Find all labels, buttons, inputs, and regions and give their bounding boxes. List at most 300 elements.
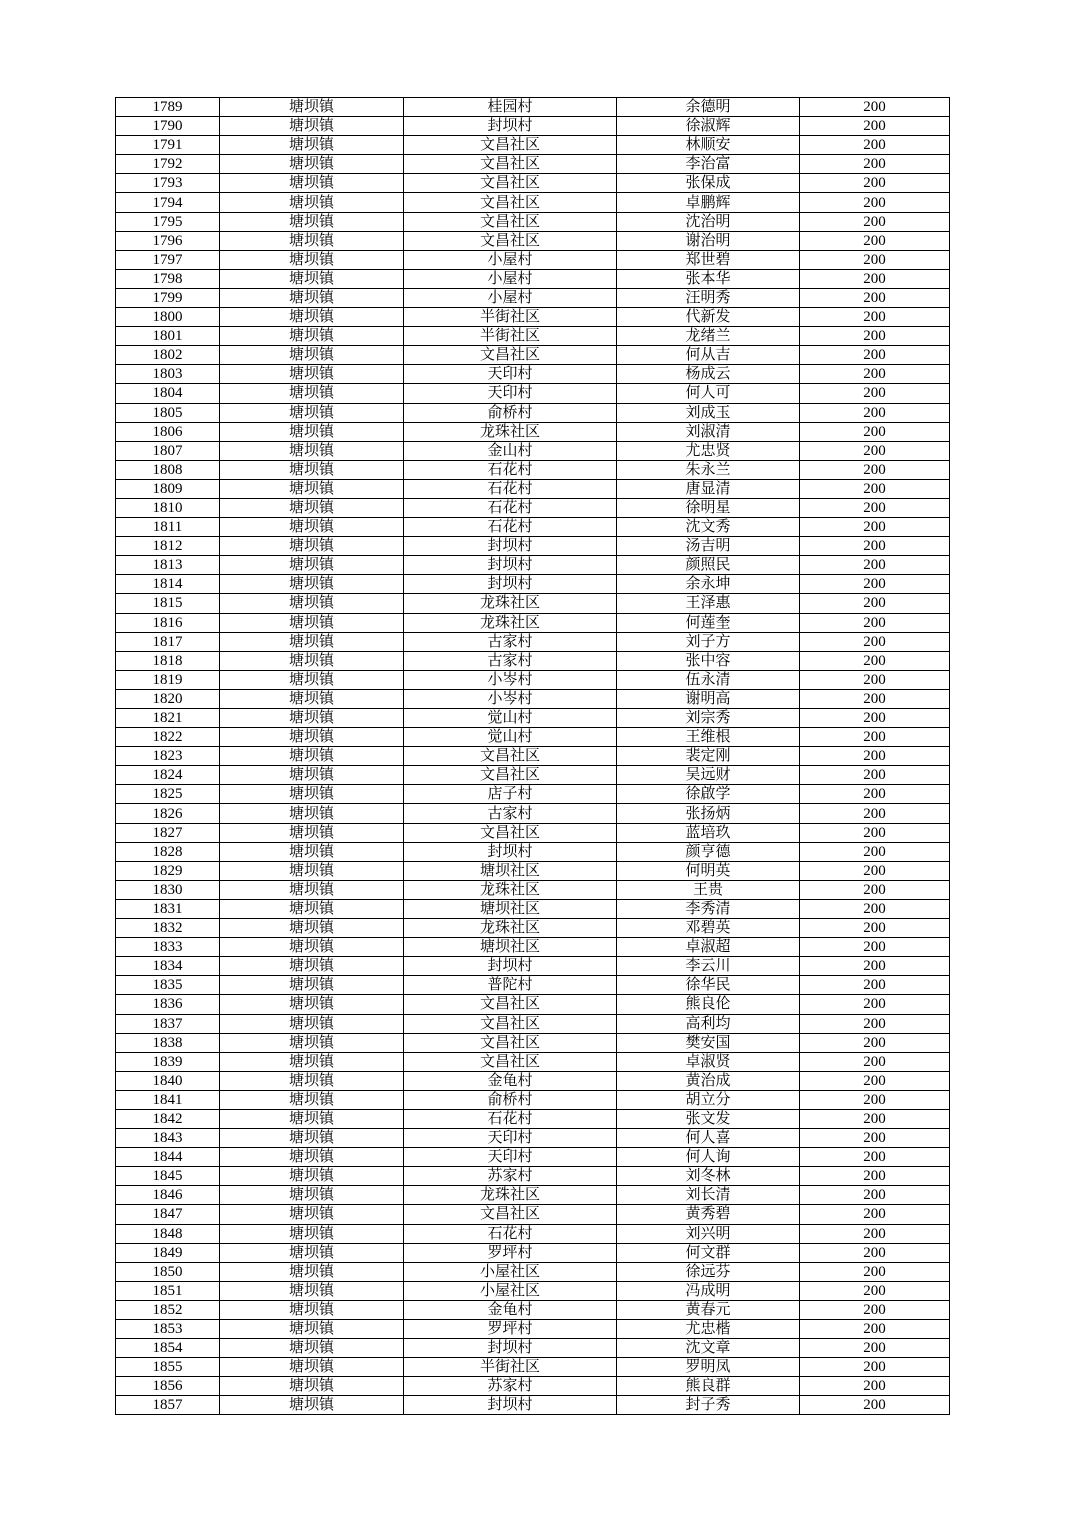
table-row xyxy=(116,1109,950,1128)
table-row xyxy=(116,747,950,766)
amount-cell: 200 xyxy=(800,1090,950,1109)
name-cell: 尤忠贤 xyxy=(617,441,800,460)
row-number-cell: 1855 xyxy=(116,1358,220,1377)
village-cell: 封坝村 xyxy=(404,1339,617,1358)
town-cell: 塘坝镇 xyxy=(220,460,404,479)
table-row xyxy=(116,269,950,288)
village-cell: 小岑村 xyxy=(404,670,617,689)
name-cell: 谢治明 xyxy=(617,231,800,250)
village-cell: 半街社区 xyxy=(404,327,617,346)
amount-cell: 200 xyxy=(800,899,950,918)
village-cell: 文昌社区 xyxy=(404,136,617,155)
name-cell: 胡立分 xyxy=(617,1090,800,1109)
village-cell: 石花村 xyxy=(404,1109,617,1128)
town-cell: 塘坝镇 xyxy=(220,785,404,804)
row-number-cell: 1816 xyxy=(116,613,220,632)
amount-cell: 200 xyxy=(800,1396,950,1415)
row-number-cell: 1793 xyxy=(116,174,220,193)
table-row xyxy=(116,709,950,728)
name-cell: 卓淑超 xyxy=(617,938,800,957)
village-cell: 苏家村 xyxy=(404,1167,617,1186)
town-cell: 塘坝镇 xyxy=(220,1186,404,1205)
amount-cell: 200 xyxy=(800,1148,950,1167)
row-number-cell: 1789 xyxy=(116,98,220,117)
village-cell: 金龟村 xyxy=(404,1071,617,1090)
row-number-cell: 1839 xyxy=(116,1052,220,1071)
table-row xyxy=(116,155,950,174)
village-cell: 文昌社区 xyxy=(404,174,617,193)
name-cell: 张文发 xyxy=(617,1109,800,1128)
town-cell: 塘坝镇 xyxy=(220,518,404,537)
table-row xyxy=(116,479,950,498)
village-cell: 金龟村 xyxy=(404,1300,617,1319)
amount-cell: 200 xyxy=(800,995,950,1014)
table-row xyxy=(116,1167,950,1186)
amount-cell: 200 xyxy=(800,1033,950,1052)
row-number-cell: 1806 xyxy=(116,422,220,441)
row-number-cell: 1841 xyxy=(116,1090,220,1109)
village-cell: 半街社区 xyxy=(404,308,617,327)
name-cell: 刘冬林 xyxy=(617,1167,800,1186)
name-cell: 罗明凤 xyxy=(617,1358,800,1377)
table-row xyxy=(116,365,950,384)
name-cell: 樊安国 xyxy=(617,1033,800,1052)
table-row xyxy=(116,1320,950,1339)
amount-cell: 200 xyxy=(800,957,950,976)
table-row xyxy=(116,174,950,193)
name-cell: 吴远财 xyxy=(617,766,800,785)
town-cell: 塘坝镇 xyxy=(220,728,404,747)
row-number-cell: 1817 xyxy=(116,632,220,651)
town-cell: 塘坝镇 xyxy=(220,1281,404,1300)
village-cell: 古家村 xyxy=(404,804,617,823)
row-number-cell: 1805 xyxy=(116,403,220,422)
amount-cell: 200 xyxy=(800,632,950,651)
amount-cell: 200 xyxy=(800,193,950,212)
amount-cell: 200 xyxy=(800,976,950,995)
table-row xyxy=(116,460,950,479)
table-row xyxy=(116,518,950,537)
amount-cell: 200 xyxy=(800,689,950,708)
village-cell: 普陀村 xyxy=(404,976,617,995)
town-cell: 塘坝镇 xyxy=(220,308,404,327)
table-row xyxy=(116,308,950,327)
row-number-cell: 1820 xyxy=(116,689,220,708)
town-cell: 塘坝镇 xyxy=(220,1109,404,1128)
name-cell: 何文群 xyxy=(617,1243,800,1262)
town-cell: 塘坝镇 xyxy=(220,1205,404,1224)
amount-cell: 200 xyxy=(800,518,950,537)
town-cell: 塘坝镇 xyxy=(220,403,404,422)
village-cell: 小屋社区 xyxy=(404,1281,617,1300)
village-cell: 塘坝社区 xyxy=(404,899,617,918)
name-cell: 刘淑清 xyxy=(617,422,800,441)
row-number-cell: 1818 xyxy=(116,651,220,670)
name-cell: 刘成玉 xyxy=(617,403,800,422)
name-cell: 刘长清 xyxy=(617,1186,800,1205)
village-cell: 石花村 xyxy=(404,498,617,517)
table-row xyxy=(116,613,950,632)
row-number-cell: 1807 xyxy=(116,441,220,460)
amount-cell: 200 xyxy=(800,823,950,842)
village-cell: 半街社区 xyxy=(404,1358,617,1377)
table-row xyxy=(116,136,950,155)
amount-cell: 200 xyxy=(800,709,950,728)
name-cell: 林顺安 xyxy=(617,136,800,155)
village-cell: 龙珠社区 xyxy=(404,919,617,938)
row-number-cell: 1800 xyxy=(116,308,220,327)
amount-cell: 200 xyxy=(800,1071,950,1090)
town-cell: 塘坝镇 xyxy=(220,709,404,728)
row-number-cell: 1810 xyxy=(116,498,220,517)
row-number-cell: 1838 xyxy=(116,1033,220,1052)
row-number-cell: 1791 xyxy=(116,136,220,155)
town-cell: 塘坝镇 xyxy=(220,327,404,346)
village-cell: 封坝村 xyxy=(404,575,617,594)
town-cell: 塘坝镇 xyxy=(220,995,404,1014)
amount-cell: 200 xyxy=(800,365,950,384)
amount-cell: 200 xyxy=(800,269,950,288)
village-cell: 小屋村 xyxy=(404,288,617,307)
row-number-cell: 1794 xyxy=(116,193,220,212)
row-number-cell: 1836 xyxy=(116,995,220,1014)
name-cell: 何人可 xyxy=(617,384,800,403)
village-cell: 觉山村 xyxy=(404,728,617,747)
village-cell: 封坝村 xyxy=(404,957,617,976)
town-cell: 塘坝镇 xyxy=(220,479,404,498)
amount-cell: 200 xyxy=(800,766,950,785)
village-cell: 古家村 xyxy=(404,632,617,651)
name-cell: 沈治明 xyxy=(617,212,800,231)
name-cell: 徐淑辉 xyxy=(617,117,800,136)
name-cell: 黄春元 xyxy=(617,1300,800,1319)
town-cell: 塘坝镇 xyxy=(220,1148,404,1167)
name-cell: 蓝培玖 xyxy=(617,823,800,842)
row-number-cell: 1821 xyxy=(116,709,220,728)
town-cell: 塘坝镇 xyxy=(220,269,404,288)
table-row xyxy=(116,575,950,594)
village-cell: 文昌社区 xyxy=(404,823,617,842)
name-cell: 刘子方 xyxy=(617,632,800,651)
table-row xyxy=(116,117,950,136)
amount-cell: 200 xyxy=(800,651,950,670)
table-row xyxy=(116,537,950,556)
name-cell: 李秀清 xyxy=(617,899,800,918)
village-cell: 石花村 xyxy=(404,1224,617,1243)
amount-cell: 200 xyxy=(800,842,950,861)
town-cell: 塘坝镇 xyxy=(220,747,404,766)
town-cell: 塘坝镇 xyxy=(220,651,404,670)
town-cell: 塘坝镇 xyxy=(220,556,404,575)
row-number-cell: 1853 xyxy=(116,1320,220,1339)
amount-cell: 200 xyxy=(800,212,950,231)
town-cell: 塘坝镇 xyxy=(220,689,404,708)
amount-cell: 200 xyxy=(800,728,950,747)
village-cell: 俞桥村 xyxy=(404,1090,617,1109)
row-number-cell: 1827 xyxy=(116,823,220,842)
town-cell: 塘坝镇 xyxy=(220,174,404,193)
table-row xyxy=(116,632,950,651)
table-row xyxy=(116,651,950,670)
town-cell: 塘坝镇 xyxy=(220,117,404,136)
table-row xyxy=(116,1090,950,1109)
amount-cell: 200 xyxy=(800,594,950,613)
town-cell: 塘坝镇 xyxy=(220,1320,404,1339)
name-cell: 张保成 xyxy=(617,174,800,193)
table-row xyxy=(116,766,950,785)
amount-cell: 200 xyxy=(800,117,950,136)
village-cell: 文昌社区 xyxy=(404,1052,617,1071)
row-number-cell: 1803 xyxy=(116,365,220,384)
table-row xyxy=(116,957,950,976)
village-cell: 龙珠社区 xyxy=(404,613,617,632)
table-row xyxy=(116,1300,950,1319)
table-row xyxy=(116,1358,950,1377)
name-cell: 唐显清 xyxy=(617,479,800,498)
table-row xyxy=(116,689,950,708)
row-number-cell: 1811 xyxy=(116,518,220,537)
row-number-cell: 1813 xyxy=(116,556,220,575)
table-row xyxy=(116,1281,950,1300)
name-cell: 颜照民 xyxy=(617,556,800,575)
village-cell: 文昌社区 xyxy=(404,1033,617,1052)
village-cell: 觉山村 xyxy=(404,709,617,728)
table-row xyxy=(116,346,950,365)
name-cell: 余德明 xyxy=(617,98,800,117)
table-row xyxy=(116,1243,950,1262)
village-cell: 文昌社区 xyxy=(404,155,617,174)
name-cell: 刘宗秀 xyxy=(617,709,800,728)
town-cell: 塘坝镇 xyxy=(220,899,404,918)
town-cell: 塘坝镇 xyxy=(220,212,404,231)
town-cell: 塘坝镇 xyxy=(220,365,404,384)
row-number-cell: 1851 xyxy=(116,1281,220,1300)
village-cell: 小屋村 xyxy=(404,250,617,269)
village-cell: 龙珠社区 xyxy=(404,1186,617,1205)
table-row xyxy=(116,1186,950,1205)
village-cell: 店子村 xyxy=(404,785,617,804)
name-cell: 代新发 xyxy=(617,308,800,327)
amount-cell: 200 xyxy=(800,155,950,174)
name-cell: 何从吉 xyxy=(617,346,800,365)
table-row xyxy=(116,938,950,957)
town-cell: 塘坝镇 xyxy=(220,193,404,212)
village-cell: 天印村 xyxy=(404,384,617,403)
row-number-cell: 1815 xyxy=(116,594,220,613)
table-row xyxy=(116,804,950,823)
name-cell: 刘兴明 xyxy=(617,1224,800,1243)
amount-cell: 200 xyxy=(800,441,950,460)
amount-cell: 200 xyxy=(800,1262,950,1281)
amount-cell: 200 xyxy=(800,1014,950,1033)
row-number-cell: 1857 xyxy=(116,1396,220,1415)
row-number-cell: 1828 xyxy=(116,842,220,861)
row-number-cell: 1826 xyxy=(116,804,220,823)
town-cell: 塘坝镇 xyxy=(220,594,404,613)
town-cell: 塘坝镇 xyxy=(220,1243,404,1262)
table-row xyxy=(116,403,950,422)
name-cell: 汪明秀 xyxy=(617,288,800,307)
row-number-cell: 1812 xyxy=(116,537,220,556)
town-cell: 塘坝镇 xyxy=(220,498,404,517)
name-cell: 谢明高 xyxy=(617,689,800,708)
row-number-cell: 1801 xyxy=(116,327,220,346)
table-row xyxy=(116,556,950,575)
village-cell: 塘坝社区 xyxy=(404,861,617,880)
table-row xyxy=(116,899,950,918)
row-number-cell: 1798 xyxy=(116,269,220,288)
row-number-cell: 1847 xyxy=(116,1205,220,1224)
amount-cell: 200 xyxy=(800,174,950,193)
town-cell: 塘坝镇 xyxy=(220,1052,404,1071)
name-cell: 徐华民 xyxy=(617,976,800,995)
village-cell: 古家村 xyxy=(404,651,617,670)
table-row xyxy=(116,919,950,938)
amount-cell: 200 xyxy=(800,1358,950,1377)
table-row xyxy=(116,193,950,212)
town-cell: 塘坝镇 xyxy=(220,804,404,823)
name-cell: 王泽惠 xyxy=(617,594,800,613)
name-cell: 王贵 xyxy=(617,880,800,899)
village-cell: 罗坪村 xyxy=(404,1243,617,1262)
village-cell: 俞桥村 xyxy=(404,403,617,422)
table-row xyxy=(116,861,950,880)
amount-cell: 200 xyxy=(800,422,950,441)
village-cell: 金山村 xyxy=(404,441,617,460)
town-cell: 塘坝镇 xyxy=(220,1339,404,1358)
amount-cell: 200 xyxy=(800,938,950,957)
name-cell: 高利均 xyxy=(617,1014,800,1033)
table-row xyxy=(116,1377,950,1396)
row-number-cell: 1844 xyxy=(116,1148,220,1167)
table-row xyxy=(116,880,950,899)
amount-cell: 200 xyxy=(800,384,950,403)
village-cell: 封坝村 xyxy=(404,537,617,556)
town-cell: 塘坝镇 xyxy=(220,823,404,842)
row-number-cell: 1808 xyxy=(116,460,220,479)
village-cell: 罗坪村 xyxy=(404,1320,617,1339)
name-cell: 余永坤 xyxy=(617,575,800,594)
amount-cell: 200 xyxy=(800,556,950,575)
amount-cell: 200 xyxy=(800,1281,950,1300)
name-cell: 龙绪兰 xyxy=(617,327,800,346)
town-cell: 塘坝镇 xyxy=(220,976,404,995)
table-row xyxy=(116,995,950,1014)
name-cell: 熊良群 xyxy=(617,1377,800,1396)
row-number-cell: 1802 xyxy=(116,346,220,365)
name-cell: 徐明星 xyxy=(617,498,800,517)
amount-cell: 200 xyxy=(800,308,950,327)
village-cell: 石花村 xyxy=(404,518,617,537)
table-row xyxy=(116,1339,950,1358)
name-cell: 徐啟学 xyxy=(617,785,800,804)
village-cell: 文昌社区 xyxy=(404,231,617,250)
town-cell: 塘坝镇 xyxy=(220,1396,404,1415)
table-row xyxy=(116,1205,950,1224)
town-cell: 塘坝镇 xyxy=(220,136,404,155)
town-cell: 塘坝镇 xyxy=(220,1129,404,1148)
name-cell: 颜亨德 xyxy=(617,842,800,861)
table-row xyxy=(116,785,950,804)
village-cell: 天印村 xyxy=(404,1148,617,1167)
name-cell: 尤忠楷 xyxy=(617,1320,800,1339)
name-cell: 沈文章 xyxy=(617,1339,800,1358)
row-number-cell: 1795 xyxy=(116,212,220,231)
row-number-cell: 1850 xyxy=(116,1262,220,1281)
village-cell: 文昌社区 xyxy=(404,995,617,1014)
village-cell: 龙珠社区 xyxy=(404,594,617,613)
town-cell: 塘坝镇 xyxy=(220,422,404,441)
name-cell: 张本华 xyxy=(617,269,800,288)
amount-cell: 200 xyxy=(800,1109,950,1128)
name-cell: 杨成云 xyxy=(617,365,800,384)
name-cell: 张扬炳 xyxy=(617,804,800,823)
village-cell: 文昌社区 xyxy=(404,193,617,212)
name-cell: 伍永清 xyxy=(617,670,800,689)
amount-cell: 200 xyxy=(800,804,950,823)
town-cell: 塘坝镇 xyxy=(220,957,404,976)
name-cell: 冯成明 xyxy=(617,1281,800,1300)
town-cell: 塘坝镇 xyxy=(220,1262,404,1281)
name-cell: 何人询 xyxy=(617,1148,800,1167)
amount-cell: 200 xyxy=(800,250,950,269)
table-row xyxy=(116,842,950,861)
amount-cell: 200 xyxy=(800,1377,950,1396)
table-row xyxy=(116,976,950,995)
town-cell: 塘坝镇 xyxy=(220,250,404,269)
amount-cell: 200 xyxy=(800,136,950,155)
table-row xyxy=(116,1396,950,1415)
table-row xyxy=(116,327,950,346)
village-cell: 天印村 xyxy=(404,365,617,384)
town-cell: 塘坝镇 xyxy=(220,1377,404,1396)
row-number-cell: 1843 xyxy=(116,1129,220,1148)
town-cell: 塘坝镇 xyxy=(220,537,404,556)
table-row xyxy=(116,498,950,517)
amount-cell: 200 xyxy=(800,1167,950,1186)
name-cell: 李云川 xyxy=(617,957,800,976)
name-cell: 卓鹏辉 xyxy=(617,193,800,212)
table-row xyxy=(116,441,950,460)
village-cell: 文昌社区 xyxy=(404,766,617,785)
amount-cell: 200 xyxy=(800,460,950,479)
row-number-cell: 1829 xyxy=(116,861,220,880)
amount-cell: 200 xyxy=(800,785,950,804)
village-cell: 天印村 xyxy=(404,1129,617,1148)
row-number-cell: 1825 xyxy=(116,785,220,804)
town-cell: 塘坝镇 xyxy=(220,842,404,861)
name-cell: 沈文秀 xyxy=(617,518,800,537)
village-cell: 封坝村 xyxy=(404,117,617,136)
village-cell: 石花村 xyxy=(404,479,617,498)
name-cell: 黄治成 xyxy=(617,1071,800,1090)
village-cell: 小屋社区 xyxy=(404,1262,617,1281)
town-cell: 塘坝镇 xyxy=(220,632,404,651)
name-cell: 朱永兰 xyxy=(617,460,800,479)
village-cell: 封坝村 xyxy=(404,556,617,575)
table-row xyxy=(116,1224,950,1243)
name-cell: 汤吉明 xyxy=(617,537,800,556)
village-cell: 龙珠社区 xyxy=(404,422,617,441)
amount-cell: 200 xyxy=(800,327,950,346)
amount-cell: 200 xyxy=(800,670,950,689)
amount-cell: 200 xyxy=(800,1339,950,1358)
town-cell: 塘坝镇 xyxy=(220,231,404,250)
name-cell: 张中容 xyxy=(617,651,800,670)
table-row xyxy=(116,1071,950,1090)
row-number-cell: 1790 xyxy=(116,117,220,136)
amount-cell: 200 xyxy=(800,613,950,632)
